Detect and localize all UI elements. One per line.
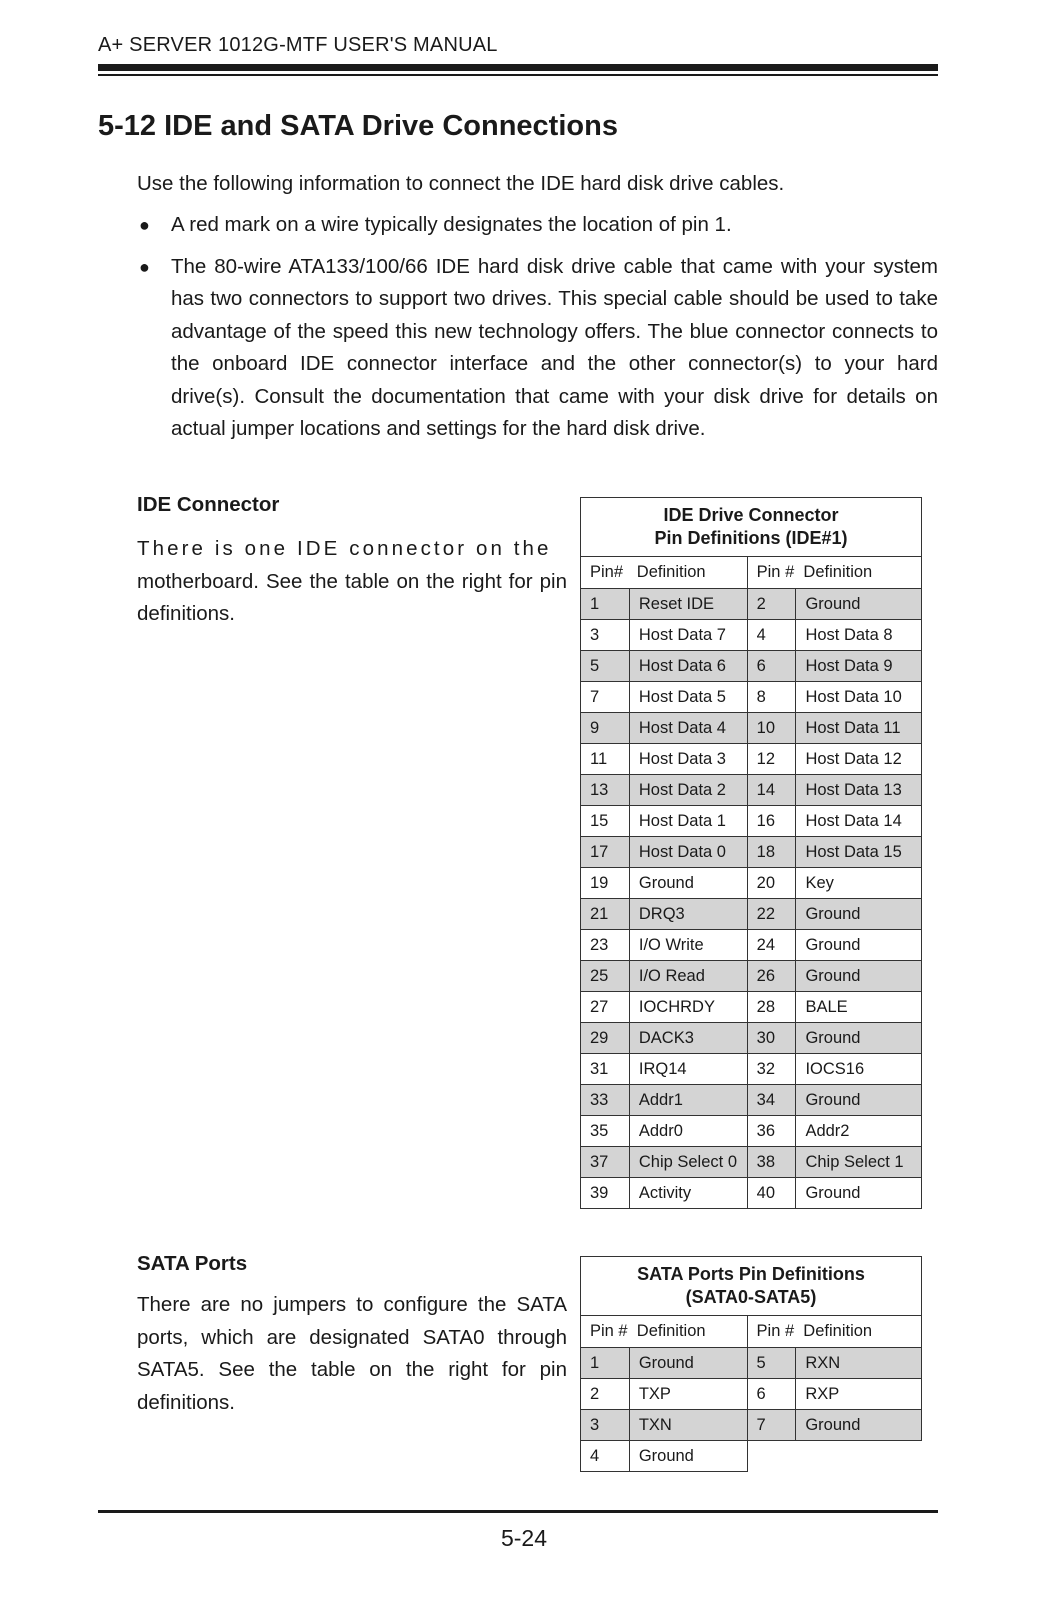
- sata-table-title-line1: SATA Ports Pin Definitions: [637, 1264, 865, 1284]
- pin-number-cell: 21: [581, 899, 630, 930]
- table-row: [581, 1085, 922, 1116]
- pin-number-cell: 2: [581, 1379, 630, 1410]
- pin-definition-cell: Host Data 10: [796, 682, 922, 713]
- pin-number-cell: 37: [581, 1147, 630, 1178]
- pin-definition-cell: Ground: [629, 868, 747, 899]
- table-row: [581, 1023, 922, 1054]
- table-row: [581, 744, 922, 775]
- pin-definition-cell: DACK3: [629, 1023, 747, 1054]
- pin-number-cell: [747, 1441, 796, 1472]
- table-row: [581, 961, 922, 992]
- pin-definition-cell: [796, 1441, 922, 1472]
- ide-table-title-line2: Pin Definitions (IDE#1): [654, 528, 848, 548]
- pin-definition-cell: Addr1: [629, 1085, 747, 1116]
- pin-number-cell: 29: [581, 1023, 630, 1054]
- table-row: [581, 992, 922, 1023]
- pin-number-cell: 32: [747, 1054, 796, 1085]
- pin-number-cell: 14: [747, 775, 796, 806]
- pin-definition-cell: Ground: [629, 1348, 747, 1379]
- pin-number-cell: 5: [581, 651, 630, 682]
- pin-definition-cell: RXN: [796, 1348, 922, 1379]
- bullet-text: A red mark on a wire typically designates the location of pin 1.: [171, 213, 732, 236]
- pin-number-cell: 4: [747, 620, 796, 651]
- pin-number-cell: 35: [581, 1116, 630, 1147]
- bullet-icon: ●: [139, 215, 150, 235]
- pin-definition-cell: Ground: [629, 1441, 747, 1472]
- sata-pin-table: [580, 1256, 922, 1472]
- table-row: [581, 1178, 922, 1209]
- pin-number-cell: 12: [747, 744, 796, 775]
- pin-definition-cell: I/O Read: [629, 961, 747, 992]
- pin-number-cell: 25: [581, 961, 630, 992]
- header-rule-thin: [98, 74, 938, 76]
- table-row: [581, 837, 922, 868]
- col-definition-label: Definition: [636, 563, 706, 581]
- pin-number-cell: 33: [581, 1085, 630, 1116]
- pin-number-cell: 24: [747, 930, 796, 961]
- bullet-icon: ●: [139, 256, 150, 277]
- pin-definition-cell: Addr2: [796, 1116, 922, 1147]
- footer-rule: [98, 1510, 938, 1513]
- pin-definition-cell: Ground: [796, 1023, 922, 1054]
- table-row: [581, 1116, 922, 1147]
- table-row: [581, 682, 922, 713]
- ide-col-header-left: [581, 557, 748, 589]
- pin-number-cell: 1: [581, 1348, 630, 1379]
- pin-definition-cell: RXP: [796, 1379, 922, 1410]
- ide-table-title-line1: IDE Drive Connector: [663, 505, 839, 525]
- pin-number-cell: 11: [581, 744, 630, 775]
- table-row: [581, 1147, 922, 1178]
- pin-number-cell: 4: [581, 1441, 630, 1472]
- pin-definition-cell: Host Data 2: [629, 775, 747, 806]
- pin-definition-cell: Host Data 1: [629, 806, 747, 837]
- pin-definition-cell: Host Data 0: [629, 837, 747, 868]
- pin-number-cell: 7: [747, 1410, 796, 1441]
- col-definition-label: Definition: [803, 563, 873, 581]
- sata-col-header-right: Pin # Definition: [747, 1316, 921, 1348]
- pin-definition-cell: Ground: [796, 1085, 922, 1116]
- pin-number-cell: 9: [581, 713, 630, 744]
- pin-number-cell: 27: [581, 992, 630, 1023]
- pin-number-cell: 15: [581, 806, 630, 837]
- pin-definition-cell: IRQ14: [629, 1054, 747, 1085]
- bullet-item: [137, 251, 938, 446]
- col-pin-label: Pin #: [756, 563, 795, 581]
- pin-number-cell: 30: [747, 1023, 796, 1054]
- ide-table-column-header: [581, 557, 922, 589]
- ide-description-rest: motherboard. See the table on the right for pin definitions.: [137, 569, 567, 625]
- pin-number-cell: 13: [581, 775, 630, 806]
- table-row: [581, 1379, 922, 1410]
- pin-number-cell: 40: [747, 1178, 796, 1209]
- bullet-text: The 80-wire ATA133/100/66 IDE hard disk drive cable that came with your system has two connectors to support two drives. This special cable should be used to take advantage of the speed this new technology offers. The blue connector connects to the onboard IDE connector interface and the other connector(s) to your hard drive(s). Consult the documentation that came with your disk drive for details on actual jumper locations and settings for the hard disk drive.: [171, 254, 938, 440]
- pin-number-cell: 3: [581, 1410, 630, 1441]
- pin-definition-cell: Chip Select 1: [796, 1147, 922, 1178]
- bullet-list: [137, 209, 938, 455]
- pin-definition-cell: Host Data 7: [629, 620, 747, 651]
- table-row: [581, 1348, 922, 1379]
- sata-table-title-line2: (SATA0-SATA5): [685, 1287, 817, 1307]
- ide-connector-description: [137, 533, 567, 631]
- pin-number-cell: 3: [581, 620, 630, 651]
- sata-table-column-header: [581, 1316, 922, 1348]
- pin-number-cell: 28: [747, 992, 796, 1023]
- pin-definition-cell: Host Data 15: [796, 837, 922, 868]
- pin-number-cell: 20: [747, 868, 796, 899]
- table-row: [581, 589, 922, 620]
- running-header: A+ SERVER 1012G-MTF USER'S MANUAL: [98, 34, 498, 56]
- table-row: [581, 1441, 922, 1472]
- pin-number-cell: 6: [747, 651, 796, 682]
- pin-definition-cell: Host Data 14: [796, 806, 922, 837]
- pin-definition-cell: Host Data 9: [796, 651, 922, 682]
- pin-definition-cell: Host Data 3: [629, 744, 747, 775]
- pin-definition-cell: Ground: [796, 930, 922, 961]
- pin-number-cell: 36: [747, 1116, 796, 1147]
- pin-definition-cell: Host Data 12: [796, 744, 922, 775]
- pin-definition-cell: Host Data 6: [629, 651, 747, 682]
- sata-col-header-left: Pin # Definition: [581, 1316, 748, 1348]
- bullet-item: [137, 209, 938, 242]
- sata-table-title: [581, 1257, 922, 1316]
- ide-table-title: [581, 498, 922, 557]
- pin-number-cell: 1: [581, 589, 630, 620]
- intro-paragraph: Use the following information to connect the IDE hard disk drive cables.: [137, 172, 785, 195]
- pin-definition-cell: Key: [796, 868, 922, 899]
- pin-definition-cell: Ground: [796, 899, 922, 930]
- pin-number-cell: 34: [747, 1085, 796, 1116]
- pin-definition-cell: Host Data 11: [796, 713, 922, 744]
- pin-definition-cell: Addr0: [629, 1116, 747, 1147]
- header-rule-thick: [98, 64, 938, 71]
- pin-definition-cell: BALE: [796, 992, 922, 1023]
- pin-number-cell: 5: [747, 1348, 796, 1379]
- pin-number-cell: 7: [581, 682, 630, 713]
- pin-definition-cell: Reset IDE: [629, 589, 747, 620]
- pin-definition-cell: TXP: [629, 1379, 747, 1410]
- pin-number-cell: 18: [747, 837, 796, 868]
- pin-number-cell: 10: [747, 713, 796, 744]
- pin-definition-cell: Ground: [796, 1410, 922, 1441]
- ide-pin-table: [580, 497, 922, 1209]
- pin-definition-cell: I/O Write: [629, 930, 747, 961]
- sata-ports-heading: SATA Ports: [137, 1252, 248, 1275]
- pin-definition-cell: Ground: [796, 961, 922, 992]
- pin-number-cell: 2: [747, 589, 796, 620]
- pin-definition-cell: IOCS16: [796, 1054, 922, 1085]
- pin-number-cell: 8: [747, 682, 796, 713]
- pin-definition-cell: Host Data 4: [629, 713, 747, 744]
- table-row: [581, 868, 922, 899]
- pin-definition-cell: Chip Select 0: [629, 1147, 747, 1178]
- pin-definition-cell: Ground: [796, 1178, 922, 1209]
- col-pin-label: Pin#: [590, 563, 624, 581]
- pin-definition-cell: Host Data 13: [796, 775, 922, 806]
- pin-definition-cell: DRQ3: [629, 899, 747, 930]
- section-title: 5-12 IDE and SATA Drive Connections: [98, 110, 618, 142]
- page-number: 5-24: [500, 1525, 548, 1551]
- pin-definition-cell: Host Data 8: [796, 620, 922, 651]
- pin-number-cell: 39: [581, 1178, 630, 1209]
- table-row: [581, 806, 922, 837]
- ide-col-header-right: [747, 557, 921, 589]
- pin-number-cell: 23: [581, 930, 630, 961]
- table-row: [581, 713, 922, 744]
- table-row: [581, 1410, 922, 1441]
- pin-number-cell: 17: [581, 837, 630, 868]
- ide-description-line1: There is one IDE connector on the: [137, 537, 552, 560]
- table-row: [581, 620, 922, 651]
- table-row: [581, 651, 922, 682]
- ide-connector-heading: IDE Connector: [137, 493, 280, 516]
- pin-number-cell: 31: [581, 1054, 630, 1085]
- table-row: [581, 899, 922, 930]
- pin-definition-cell: Host Data 5: [629, 682, 747, 713]
- pin-definition-cell: IOCHRDY: [629, 992, 747, 1023]
- table-row: [581, 775, 922, 806]
- pin-definition-cell: Activity: [629, 1178, 747, 1209]
- pin-number-cell: 26: [747, 961, 796, 992]
- pin-number-cell: 16: [747, 806, 796, 837]
- sata-ports-description: There are no jumpers to configure the SATA ports, which are designated SATA0 through SATA5. See the table on the right for pin definitions.: [137, 1293, 567, 1414]
- pin-number-cell: 22: [747, 899, 796, 930]
- pin-definition-cell: TXN: [629, 1410, 747, 1441]
- pin-number-cell: 6: [747, 1379, 796, 1410]
- table-row: [581, 930, 922, 961]
- table-row: [581, 1054, 922, 1085]
- pin-number-cell: 38: [747, 1147, 796, 1178]
- pin-number-cell: 19: [581, 868, 630, 899]
- pin-definition-cell: Ground: [796, 589, 922, 620]
